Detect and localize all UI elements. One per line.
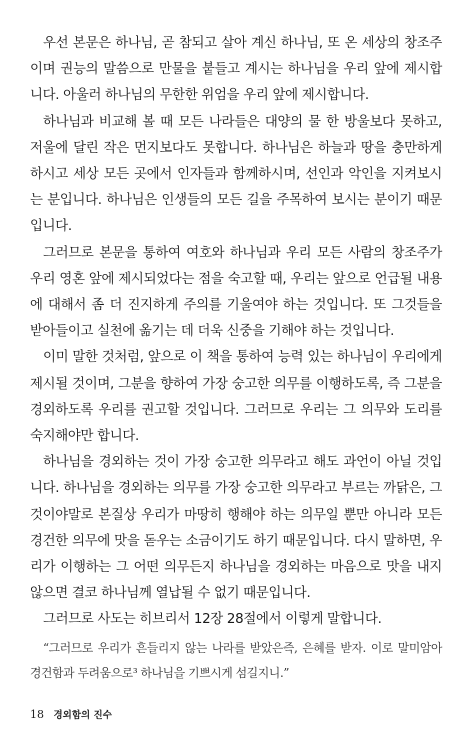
scripture-quote: “그러므로 우리가 흔들리지 않는 나라를 받았은즉, 은혜를 받자. 이로 말미암아 경건함과 두려움으로³ 하나님을 기쁘시게 섬길지니.”	[30, 640, 442, 680]
running-title: 경외함의 진수	[53, 710, 112, 721]
body-text	[30, 31, 442, 686]
paragraph-1: 우선 본문은 하나님, 곧 참되고 살아 계신 하나님, 또 온 세상의 창조주이며 권능의 말씀으로 만물을 붙들고 계시는 하나님을 우리 앞에 제시합니다. 아울러 하나님의 무한한 위엄을 우리 앞에 제시합니다.	[30, 36, 442, 104]
paragraph-2: 하나님과 비교해 볼 때 모든 나라들은 대양의 물 한 방울보다 못하고, 저울에 달린 작은 먼지보다도 못합니다. 하나님은 하늘과 땅을 충만하게 하시고 세상 모든 곳에서 인자들과 함께하시며, 선인과 악인을 지켜보시는 분입니다. 하나님은 인생들의 모든 길을 주목하여 보시는 분이기 때문입니다.	[30, 114, 442, 235]
page-footer	[30, 707, 112, 721]
page-number: 18	[30, 708, 44, 721]
paragraph-6: 그러므로 사도는 히브리서 12장 28절에서 이렇게 말합니다.	[43, 612, 382, 628]
paragraph-4: 이미 말한 것처럼, 앞으로 이 책을 통하여 능력 있는 하나님이 우리에게 제시될 것이며, 그분을 향하여 가장 숭고한 의무를 이행하도록, 즉 그분을 경외하도록 우리를 권고할 것입니다. 그러므로 우리는 그 의무와 도리를 숙지해야만 합니다.	[30, 350, 442, 445]
paragraph-3: 그러므로 본문을 통하여 여호와 하나님과 우리 모든 사람의 창조주가 우리 영혼 앞에 제시되었다는 점을 숙고할 때, 우리는 앞으로 언급될 내용에 대해서 좀 더 진지하게 주의를 기울여야 하는 것입니다. 또 그것들을 받아들이고 실천에 옮기는 데 더욱 신중을 기해야 하는 것입니다.	[30, 245, 442, 340]
paragraph-5: 하나님을 경외하는 것이 가장 숭고한 의무라고 해도 과언이 아닐 것입니다. 하나님을 경외하는 의무를 가장 숭고한 의무라고 부르는 까닭은, 그것이야말로 본질상 우리가 마땅히 행해야 하는 의무일 뿐만 아니라 모든 경건한 의무에 맛을 돋우는 소금이기도 하기 때문입니다. 다시 말하면, 우리가 이행하는 그 어떤 의무든지 하나님을 경외하는 마음으로 맛을 내지 않으면 결코 하나님께 열납될 수 없기 때문입니다.	[30, 455, 442, 602]
